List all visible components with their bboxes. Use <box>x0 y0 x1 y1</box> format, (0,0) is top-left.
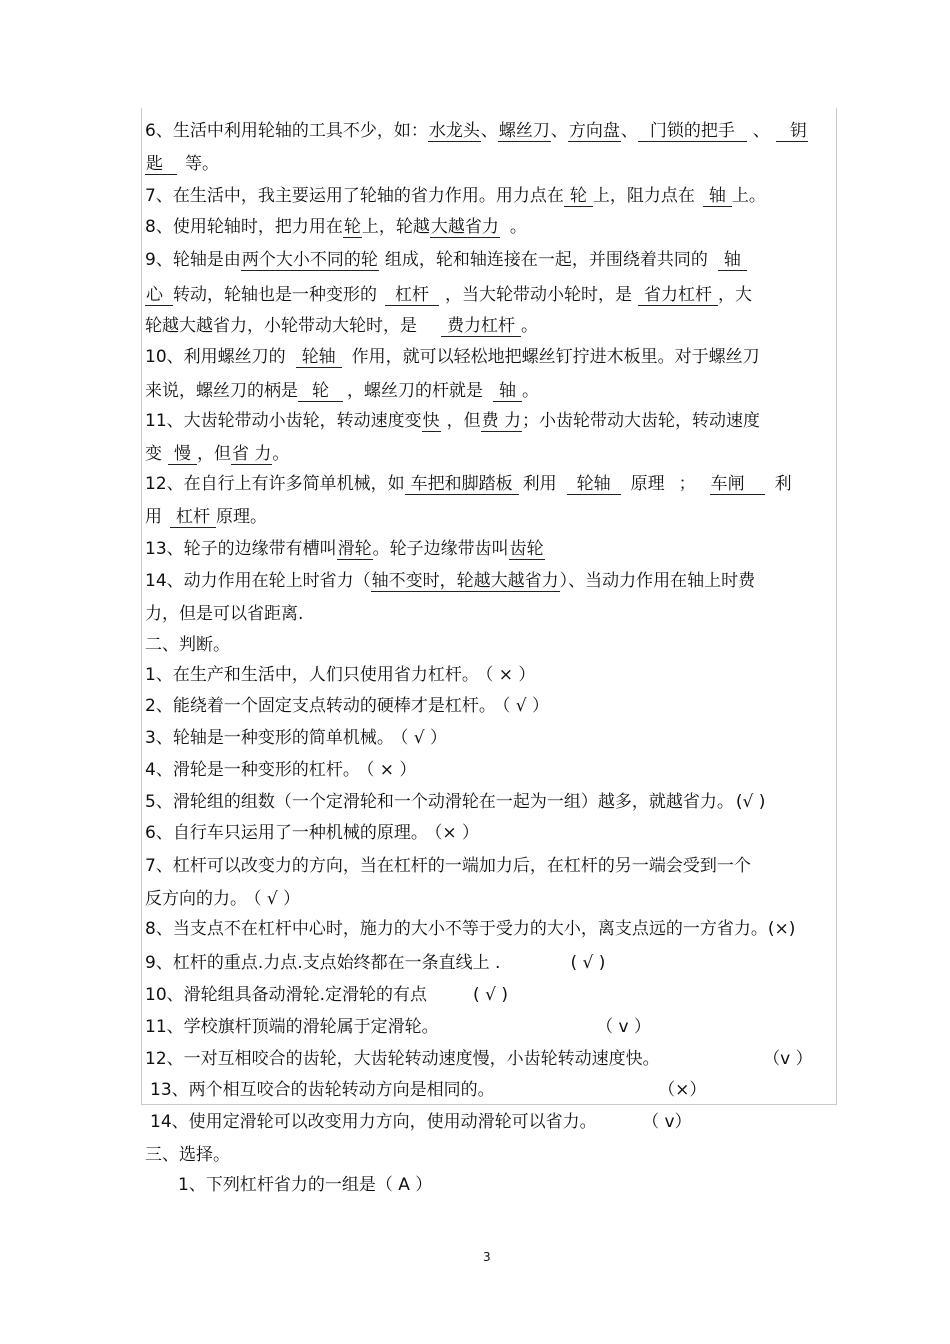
question-6-line-1: 6、生活中利用轮轴的工具不少，如：水龙头、螺丝刀、方向盘、 门锁的把手 、 钥 <box>145 121 807 141</box>
answer-blank: 杠杆 <box>385 285 439 306</box>
answer-blank: 钥 <box>776 121 808 142</box>
question-8: 8、使用轮轴时，把力用在轮上，轮越大越省力 。 <box>145 217 527 237</box>
question-10-line-2: 来说，螺丝刀的柄是 轮 ，螺丝刀的杆就是 轴 。 <box>145 381 539 401</box>
question-12-line-2: 用 杠杆 原理。 <box>145 507 267 527</box>
question-9-line-2: 心 转动，轮轴也是一种变形的 杠杆 ，当大轮带动小轮时，是 省力杠杆 ，大 <box>146 285 752 305</box>
answer-blank: 心 <box>145 285 173 306</box>
question-9-line-1: 9、轮轴是由两个大小不同的轮 组成，轮和轴连接在一起，并围绕着共同的 轴 <box>145 249 747 271</box>
judge-item: 3、轮轴是一种变形的简单机械。 （ √ ） <box>145 728 447 748</box>
page-number: 3 <box>483 1250 491 1264</box>
answer-blank: 轴 <box>703 186 732 207</box>
answer-blank: 轮 <box>564 186 593 207</box>
judge-item: 2、能绕着一个固定支点转动的硬棒才是杠杆。 （ √ ） <box>145 696 549 716</box>
answer-blank: 车闸 <box>710 474 765 495</box>
answer-blank: 水龙头 <box>428 121 480 141</box>
answer-blank: 轴 <box>718 250 747 271</box>
answer-blank: 省 力 <box>232 444 272 464</box>
judge-item: 13、两个相互咬合的齿轮转动方向是相同的。 （×） <box>150 1080 707 1100</box>
answer-blank: 两个大小不同的轮 <box>241 250 378 270</box>
answer-blank: 螺丝刀 <box>498 121 550 141</box>
answer-blank: 方向盘 <box>568 121 620 141</box>
judge-item: 4、滑轮是一种变形的杠杆。 （ × ） <box>145 760 417 780</box>
answer-blank: 齿轮 <box>509 539 544 559</box>
section-heading-judge: 二、判断。 <box>145 635 230 655</box>
answer-blank: 匙 <box>145 154 177 175</box>
judge-item: 9、杠杆的重点.力点.支点始终都在一条直线上 . ( √ ) <box>145 953 606 973</box>
answer-blank: 滑轮 <box>337 539 372 559</box>
section-heading-choice: 三、选择。 <box>145 1145 230 1165</box>
answer-blank: 轮 <box>298 381 343 402</box>
answer-blank: 车把和脚踏板 <box>405 474 519 495</box>
judge-item: 11、学校旗杆顶端的滑轮属于定滑轮。 （ v ） <box>145 1017 652 1037</box>
question-7: 7、在生活中，我主要运用了轮轴的省力作用。用力点在 轮 上，阻力点在 轴 上。 <box>145 186 766 206</box>
judge-item: 5、滑轮组的组数（一个定滑轮和一个动滑轮在一起为一组）越多，就越省力。 (√ ) <box>145 792 766 812</box>
question-12-line-1: 12、在自行上有许多简单机械，如 车把和脚踏板 利用 轮轴 原理 ； 车闸 利 <box>145 474 792 494</box>
judge-item: 7、杠杆可以改变力的方向，当在杠杆的一端加力后，在杠杆的另一端会受到一个 <box>145 856 751 876</box>
judge-item: 8、当支点不在杠杆中心时，施力的大小不等于受力的大小，离支点远的一方省力。(×) <box>145 919 796 939</box>
answer-blank: 门锁的把手 <box>638 121 747 142</box>
answer-blank: 杠杆 <box>170 507 216 528</box>
answer-blank: 轮轴 <box>567 474 621 495</box>
answer-blank: 轮 <box>343 217 361 237</box>
question-14-line-2: 力，但是可以省距离. <box>145 604 304 624</box>
answer-blank: 轴不变时，轮越大越省力 <box>371 571 559 591</box>
question-10-line-1: 10、利用螺丝刀的 轮轴 作用，就可以轻松地把螺丝钉拧进木板里。对于螺丝刀 <box>145 347 760 367</box>
judge-item: 反方向的力。 （ √ ） <box>145 889 301 909</box>
judge-item: 1、在生产和生活中，人们只使用省力杠杆。 （ × ） <box>145 665 536 685</box>
judge-item: 14、使用定滑轮可以改变用力方向，使用动滑轮可以省力。 （ v） <box>150 1112 692 1132</box>
question-11-line-2: 变 慢 ，但省 力。 <box>145 444 290 464</box>
answer-blank: 轴 <box>493 381 522 402</box>
answer-blank: 快 <box>422 411 440 431</box>
judge-item: 10、滑轮组具备动滑轮.定滑轮的有点 ( √ ) <box>145 985 508 1005</box>
answer-blank: 省力杠杆 <box>638 285 718 306</box>
answer-blank: 轮轴 <box>296 347 342 368</box>
choice-question-1: 1、下列杠杆省力的一组是（ A ） <box>178 1175 433 1195</box>
answer-blank: 费 力 <box>481 411 522 431</box>
question-9-line-3: 轮越大越省力，小轮带动大轮时，是 费力杠杆 。 <box>145 316 538 336</box>
question-11-line-1: 11、大齿轮带动小齿轮，转动速度变快 ，但费 力；小齿轮带动大齿轮，转动速度 <box>145 411 761 431</box>
answer-blank: 慢 <box>168 444 197 465</box>
question-14-line-1: 14、动力作用在轮上时省力（轴不变时，轮越大越省力）、当动力作用在轴上时费 <box>145 571 756 591</box>
answer-blank: 费力杠杆 <box>441 316 521 337</box>
question-6-line-2: 匙 等。 <box>146 154 219 174</box>
judge-item: 12、一对互相咬合的齿轮，大齿轮转动速度慢，小齿轮转动速度快。 （v ） <box>145 1049 813 1069</box>
answer-blank: 大越省力 <box>430 217 499 237</box>
judge-item: 6、自行车只运用了一种机械的原理。 （× ） <box>145 823 479 843</box>
question-13: 13、轮子的边缘带有槽叫滑轮。轮子边缘带齿叫齿轮 <box>145 539 544 559</box>
